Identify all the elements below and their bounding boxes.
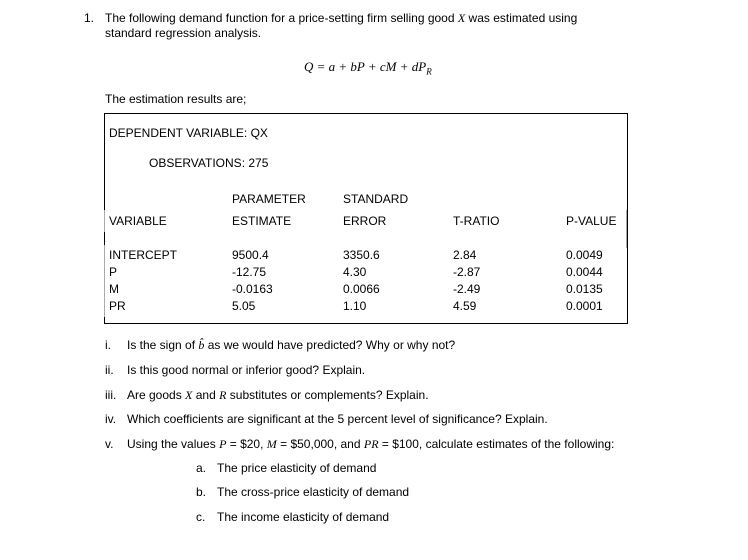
header-error: ERROR: [343, 214, 387, 228]
question-number: 1.: [84, 11, 95, 25]
row-p-value: 0.0001: [566, 299, 603, 313]
row-p-value: 0.0044: [566, 265, 603, 279]
row-t-ratio: 2.84: [453, 248, 477, 262]
header-variable: VARIABLE: [109, 214, 167, 228]
row-p-value: 0.0135: [566, 282, 603, 296]
demand-equation: Q = a + bP + cM + $dP_R$: [304, 59, 432, 77]
header-t-ratio: T-RATIO: [453, 214, 500, 228]
row-t-ratio: -2.87: [453, 265, 481, 279]
row-variable: P: [109, 265, 118, 279]
item-number: iv.: [105, 412, 117, 426]
item-text: Which coefficients are significant at the 5 percent level of significance? Explain.: [127, 412, 548, 426]
row-error: 4.30: [343, 265, 367, 279]
row-variable: PR: [109, 299, 126, 313]
sub-item-text: The cross-price elasticity of demand: [217, 485, 410, 499]
sub-item-letter: c.: [196, 510, 206, 524]
row-estimate: 5.05: [232, 299, 256, 313]
item-text: Is the sign of b̂ as we would have predicted? Why or why not?: [127, 338, 456, 352]
row-variable: INTERCEPT: [109, 248, 178, 262]
item-text: Using the values P = $20, M = $50,000, and PR = $100, calculate estimates of the following:: [127, 437, 615, 451]
row-t-ratio: -2.49: [453, 282, 481, 296]
row-estimate: -0.0163: [232, 282, 273, 296]
item-text: Are goods X and R substitutes or complements? Explain.: [127, 388, 429, 402]
sub-item-letter: a.: [196, 461, 207, 475]
row-estimate: 9500.4: [232, 248, 269, 262]
observations: OBSERVATIONS: 275: [149, 156, 269, 170]
sub-item-letter: b.: [196, 485, 207, 499]
intro-line-2: standard regression analysis.: [105, 26, 262, 40]
row-p-value: 0.0049: [566, 248, 603, 262]
item-number: v.: [105, 437, 114, 451]
item-number: ii.: [105, 363, 114, 377]
header-estimate: ESTIMATE: [232, 214, 292, 228]
item-text: Is this good normal or inferior good? Explain.: [127, 363, 366, 377]
sub-item-text: The price elasticity of demand: [217, 461, 377, 475]
dependent-variable: DEPENDENT VARIABLE: QX: [109, 126, 268, 140]
row-estimate: -12.75: [232, 265, 267, 279]
header-estimate-top: PARAMETER: [232, 192, 306, 206]
item-number: i.: [105, 338, 111, 352]
row-t-ratio: 4.59: [453, 299, 477, 313]
row-error: 0.0066: [343, 282, 380, 296]
results-intro: The estimation results are;: [105, 92, 247, 106]
sub-item-text: The income elasticity of demand: [217, 510, 390, 524]
intro-line-1: The following demand function for a price-setting firm selling good X was estimated using: [105, 11, 578, 25]
row-error: 3350.6: [343, 248, 380, 262]
row-variable: M: [109, 282, 119, 296]
header-p-value: P-VALUE: [566, 214, 617, 228]
row-error: 1.10: [343, 299, 367, 313]
regression-results-table: [104, 113, 628, 324]
header-error-top: STANDARD: [343, 192, 409, 206]
item-number: iii.: [105, 388, 117, 402]
